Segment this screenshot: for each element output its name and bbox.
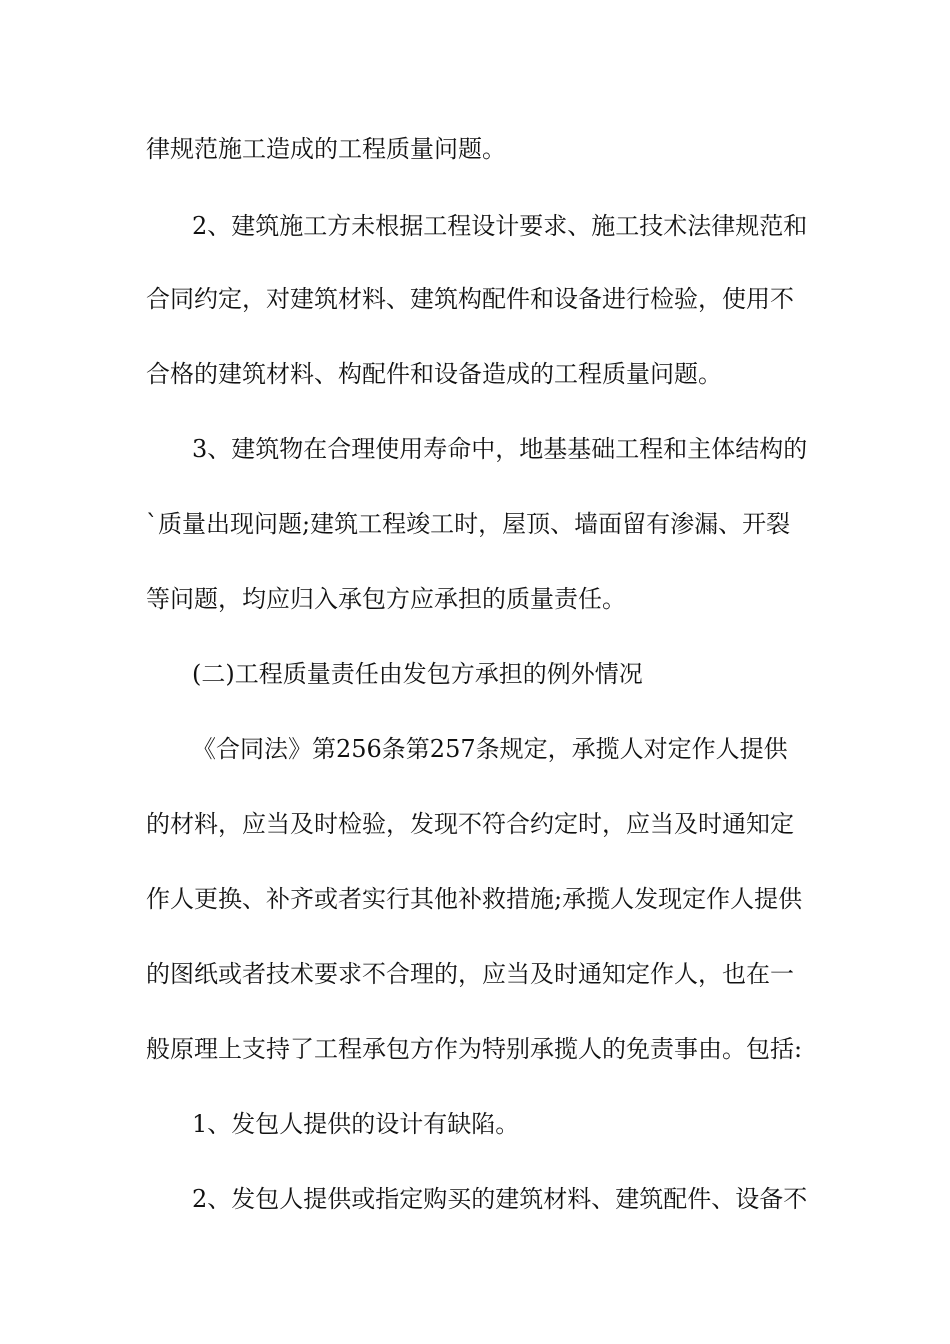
text-line: 合格的建筑材料、构配件和设备造成的工程质量问题。 xyxy=(146,360,722,388)
text-line: 作人更换、补齐或者实行其他补救措施;承揽人发现定作人提供 xyxy=(146,885,803,913)
text-line: 律规范施工造成的工程质量问题。 xyxy=(146,135,506,163)
text-line: `质量出现问题;建筑工程竣工时，屋顶、墙面留有渗漏、开裂 xyxy=(146,510,791,538)
text-line: (二)工程质量责任由发包方承担的例外情况 xyxy=(192,660,643,688)
text-line: 《合同法》第256条第257条规定，承揽人对定作人提供 xyxy=(192,735,788,763)
text-line: 1、发包人提供的设计有缺陷。 xyxy=(192,1110,520,1138)
text-line: 等问题，均应归入承包方应承担的质量责任。 xyxy=(146,585,626,613)
text-line: 的图纸或者技术要求不合理的，应当及时通知定作人，也在一 xyxy=(146,960,794,988)
text-line: 般原理上支持了工程承包方作为特别承揽人的免责事由。包括: xyxy=(146,1035,803,1063)
text-line: 3、建筑物在合理使用寿命中，地基基础工程和主体结构的 xyxy=(192,435,808,463)
text-line: 的材料，应当及时检验，发现不符合约定时，应当及时通知定 xyxy=(146,810,794,838)
text-line: 合同约定，对建筑材料、建筑构配件和设备进行检验，使用不 xyxy=(146,285,794,313)
text-line: 2、发包人提供或指定购买的建筑材料、建筑配件、设备不 xyxy=(192,1185,808,1213)
text-line: 2、建筑施工方未根据工程设计要求、施工技术法律规范和 xyxy=(192,212,808,240)
